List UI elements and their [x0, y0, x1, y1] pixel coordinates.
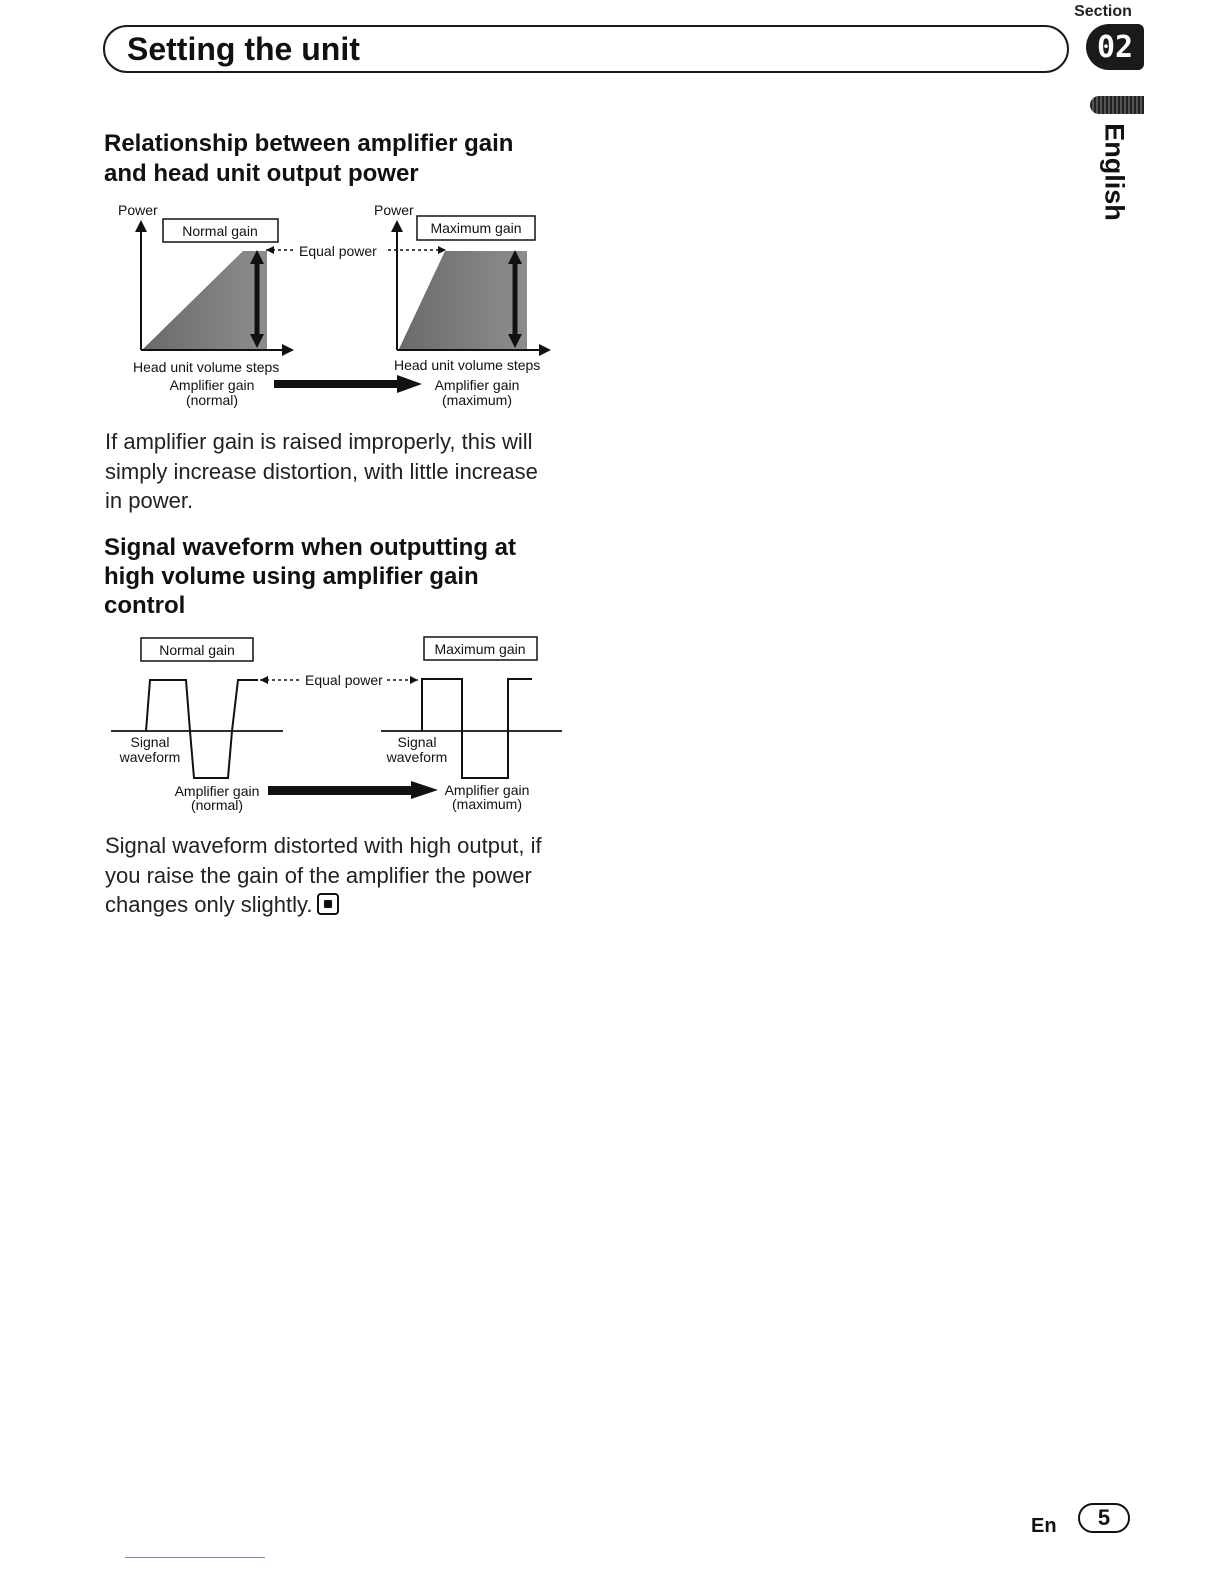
gain-power-diagram — [100, 198, 570, 418]
section2-paragraph-line3: changes only slightly. — [105, 892, 313, 917]
gain-increase-arrow-shaft — [274, 380, 399, 388]
left-power-axis-label: Power — [118, 202, 158, 218]
gain-increase-arrow-shaft — [268, 786, 413, 795]
page-title-bar — [103, 25, 1069, 73]
gain-increase-arrow-head — [397, 375, 422, 393]
amp-max-label-line2: (maximum) — [452, 796, 522, 812]
right-power-axis-label: Power — [374, 202, 414, 218]
right-signal-label-line1: Signal — [397, 734, 437, 750]
section1-heading-line2: and head unit output power — [104, 160, 419, 187]
equal-power-arrow-right — [410, 676, 418, 684]
section1-heading — [104, 129, 513, 189]
section2-paragraph — [105, 831, 542, 920]
section1-paragraph-line1: If amplifier gain is raised improperly, this will — [105, 429, 533, 454]
normal-gain-box-label: Normal gain — [182, 223, 258, 239]
equal-power-arrow-left — [266, 246, 274, 254]
section2-heading-line2: high volume using amplifier gain — [104, 563, 479, 590]
bottom-rule — [125, 1557, 265, 1558]
page-number: 5 — [1078, 1503, 1130, 1533]
right-power-area — [399, 251, 527, 349]
left-signal-label-line2: waveform — [119, 749, 181, 765]
equal-power-label: Equal power — [305, 672, 383, 688]
amp-normal-label-line2: (normal) — [185, 392, 239, 408]
gain-increase-arrow-head — [411, 781, 438, 799]
amp-max-label-line2: (maximum) — [442, 392, 512, 408]
amp-normal-label-line2: (normal) — [190, 797, 244, 813]
left-power-area — [143, 251, 267, 349]
equal-power-label: Equal power — [299, 243, 377, 259]
language-tab — [1094, 122, 1134, 222]
equal-power-arrow-left — [260, 676, 268, 684]
section2-heading-line1: Signal waveform when outputting at — [104, 534, 517, 561]
amp-max-label-line1: Amplifier gain — [434, 377, 520, 393]
section1-paragraph-line3: in power. — [105, 488, 194, 513]
amp-max-label-line1: Amplifier gain — [444, 782, 530, 798]
footer-language: En — [1031, 1515, 1057, 1537]
section-number-badge: 02 — [1086, 24, 1144, 70]
section2-heading — [104, 533, 516, 620]
section2-paragraph-line1: Signal waveform distorted with high output, if — [105, 833, 542, 858]
left-signal-label-line1: Signal — [130, 734, 170, 750]
left-x-axis-label: Head unit volume steps — [133, 359, 280, 375]
right-x-axis-label: Head unit volume steps — [394, 357, 541, 373]
right-signal-label-line2: waveform — [386, 749, 448, 765]
amp-normal-label-line1: Amplifier gain — [174, 783, 260, 799]
section1-heading-line1: Relationship between amplifier gain — [104, 130, 514, 157]
section2-paragraph-line2: you raise the gain of the amplifier the power — [105, 862, 532, 888]
section1-paragraph — [105, 427, 538, 516]
section1-paragraph-line2: simply increase distortion, with little increase — [105, 458, 538, 484]
normal-gain-box-label: Normal gain — [159, 642, 235, 658]
maximum-gain-box-label: Maximum gain — [434, 641, 526, 657]
language-tab-marker — [1090, 96, 1144, 114]
end-of-section-icon — [317, 893, 339, 915]
page-title: Setting the unit — [127, 31, 360, 67]
maximum-gain-box-label: Maximum gain — [430, 220, 522, 236]
language-tab-label: English — [1099, 123, 1130, 221]
amp-normal-label-line1: Amplifier gain — [169, 377, 255, 393]
signal-waveform-diagram — [100, 628, 570, 823]
section-label: Section — [1074, 3, 1132, 20]
section2-heading-line3: control — [104, 592, 186, 619]
